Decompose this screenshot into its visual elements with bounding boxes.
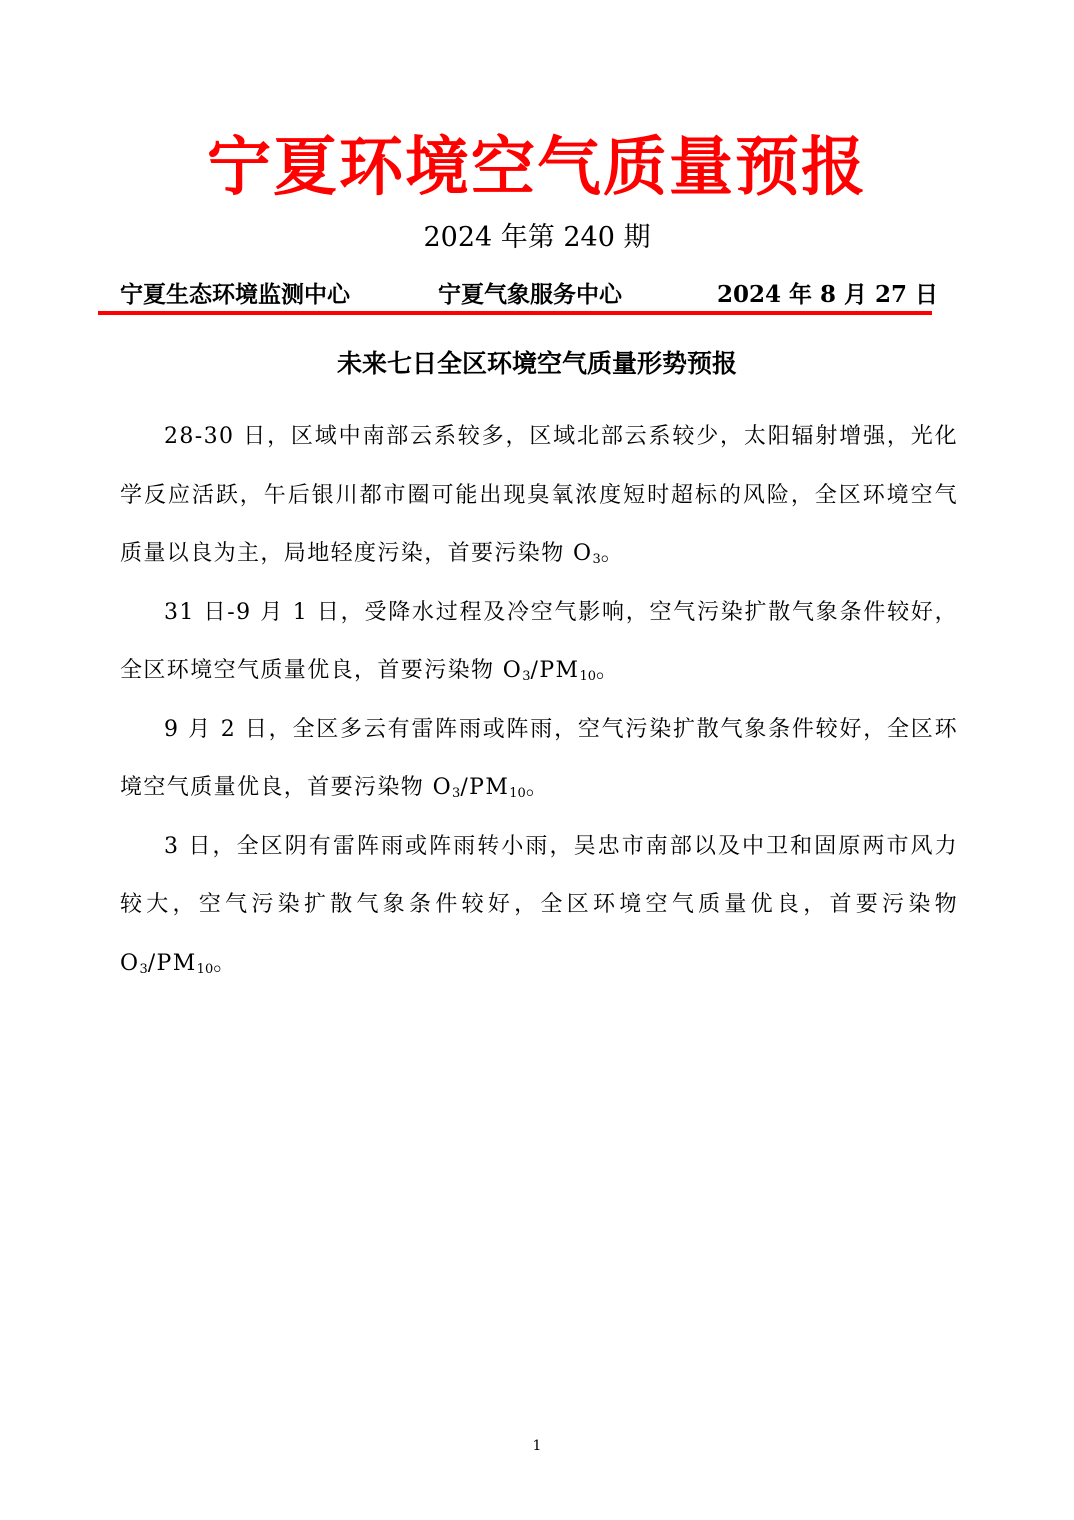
forecast-paragraph bbox=[120, 818, 958, 994]
subscript: 3 bbox=[452, 786, 461, 801]
bulletin-title: 宁夏环境空气质量预报 bbox=[207, 130, 867, 205]
paragraph-end: 。 bbox=[525, 775, 550, 800]
subscript: 3 bbox=[139, 961, 148, 977]
publication-date: 2024 年 8 月 27 日 bbox=[716, 281, 938, 308]
subscript: 10 bbox=[579, 669, 597, 684]
forecast-paragraph bbox=[120, 584, 958, 701]
forecast-body bbox=[120, 408, 958, 993]
forecast-paragraph bbox=[120, 701, 958, 818]
paragraph-end: 。 bbox=[213, 950, 237, 976]
forecast-heading: 未来七日全区环境空气质量形势预报 bbox=[336, 349, 737, 378]
paragraph-text: 9 月 2 日，全区多云有雷阵雨或阵雨，空气污染扩散气象条件较好，全区环境空气质量优良，首要污染物 O bbox=[120, 716, 958, 800]
paragraph-end: 。 bbox=[600, 541, 625, 566]
subscript: 3 bbox=[522, 669, 531, 684]
publisher-meteorology-center: 宁夏气象服务中心 bbox=[438, 281, 622, 308]
paragraph-text: 31 日-9 月 1 日，受降水过程及冷空气影响，空气污染扩散气象条件较好，全区环境空气质量优良，首要污染物 O bbox=[120, 599, 958, 683]
subscript: 3 bbox=[592, 552, 601, 567]
forecast-paragraph bbox=[120, 408, 958, 584]
pollutant-separator: /PM bbox=[147, 950, 197, 976]
pollutant-separator: /PM bbox=[460, 775, 510, 800]
issue-number: 2024 年第 240 期 bbox=[423, 222, 651, 253]
red-divider-rule bbox=[98, 311, 932, 315]
subscript: 10 bbox=[509, 786, 526, 801]
paragraph-end: 。 bbox=[596, 658, 620, 683]
publisher-line bbox=[120, 278, 938, 312]
paragraph-text: 28-30 日，区域中南部云系较多，区域北部云系较少，太阳辐射增强，光化学反应活跃，午后银川都市圈可能出现臭氧浓度短时超标的风险，全区环境空气质量以良为主，局地轻度污染，首要污染物 O bbox=[120, 424, 958, 566]
paragraph-text: 3 日，全区阴有雷阵雨或阵雨转小雨，吴忠市南部以及中卫和固原两市风力较大，空气污染扩散气象条件较好，全区环境空气质量优良，首要污染物 O bbox=[120, 833, 958, 976]
pollutant-separator: /PM bbox=[530, 658, 580, 683]
publisher-environment-center: 宁夏生态环境监测中心 bbox=[120, 281, 350, 308]
page-number: 1 bbox=[532, 1438, 542, 1454]
subscript: 10 bbox=[196, 961, 214, 977]
